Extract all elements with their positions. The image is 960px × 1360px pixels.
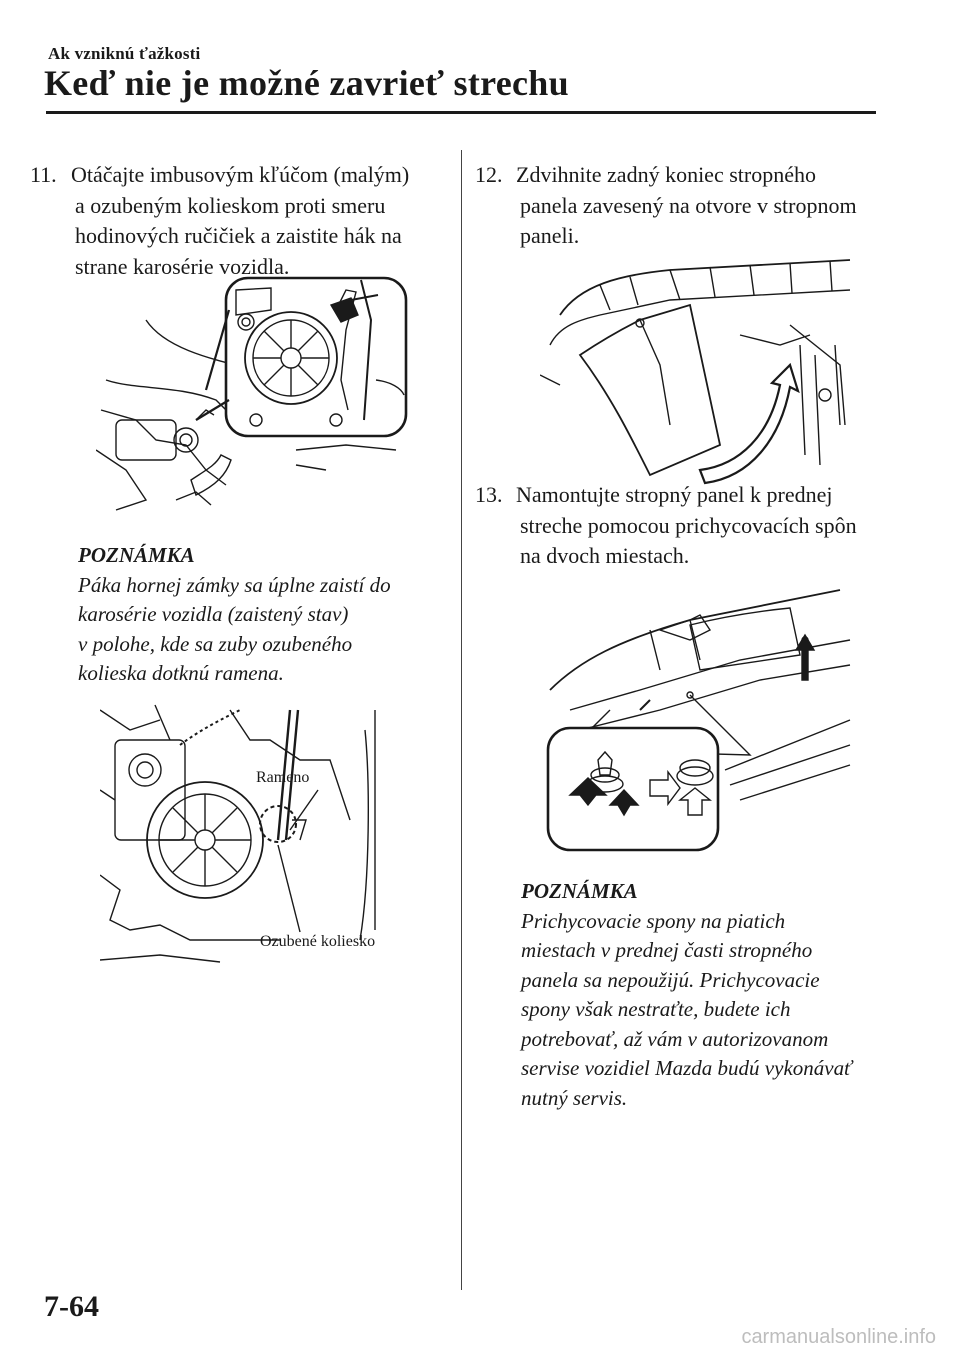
step-number: 12. <box>475 162 503 187</box>
step-line: strane karosérie vozidla. <box>75 253 290 279</box>
note-line: karosérie vozidla (zaistený stav) <box>78 602 349 626</box>
step-line: paneli. <box>520 223 580 248</box>
step-line: streche pomocou prichycovacích spôn <box>520 512 857 538</box>
step-line: hodinových ručičiek a zaistite hák na <box>75 223 402 248</box>
illustration-allen-key-gear <box>96 270 416 530</box>
step-12 <box>475 160 895 252</box>
header-divider <box>46 111 876 114</box>
page-number: 7-64 <box>44 1290 99 1323</box>
step-number: 13. <box>475 482 503 507</box>
step-line: panela zavesený na otvore v stropnom <box>520 192 857 218</box>
note-line: nutný servis. <box>521 1085 628 1110</box>
step-line: Namontujte stropný panel k prednej <box>516 482 833 507</box>
step-line: na dvoch miestach. <box>520 543 690 568</box>
note-line: panela sa nepoužijú. Prichycovacie <box>521 967 820 992</box>
step-11 <box>30 160 450 282</box>
step-line: Zdvihnite zadný koniec stropného <box>516 162 816 187</box>
note-line: potrebovať, až vám v autorizovanom <box>521 1026 829 1051</box>
note-line: kolieska dotknú ramena. <box>78 661 284 685</box>
note-line: miestach v prednej časti stropného <box>521 938 813 962</box>
note-1 <box>78 541 458 689</box>
note-line: Prichycovacie spony na piatich <box>521 908 786 933</box>
step-line: a ozubeným kolieskom proti smeru <box>75 192 386 218</box>
illustration-clip-installation <box>540 570 860 855</box>
note-2 <box>521 877 901 1113</box>
note-line: spony však nestraťte, budete ich <box>521 997 791 1021</box>
step-13 <box>475 480 895 572</box>
note-heading: POZNÁMKA <box>521 879 638 903</box>
note-line: Páka hornej zámky sa úplne zaistí do <box>78 572 391 597</box>
section-label: Ak vzniknú ťažkosti <box>48 44 201 63</box>
label-arm: Rameno <box>256 769 310 786</box>
note-line: v polohe, kde sa zuby ozubeného <box>78 631 353 656</box>
watermark: carmanualsonline.info <box>741 1326 936 1348</box>
note-line: servise vozidiel Mazda budú vykonávať <box>521 1056 852 1080</box>
illustration-roof-panel-lift <box>540 245 860 485</box>
label-gear: Ozubené koliesko <box>260 933 376 950</box>
page-title: Keď nie je možné zavrieť strechu <box>44 63 569 103</box>
column-divider <box>461 150 462 1290</box>
note-heading: POZNÁMKA <box>78 543 195 567</box>
step-number: 11. <box>30 162 57 187</box>
step-line: Otáčajte imbusovým kľúčom (malým) <box>71 162 410 187</box>
illustration-gear-arm <box>100 700 400 975</box>
